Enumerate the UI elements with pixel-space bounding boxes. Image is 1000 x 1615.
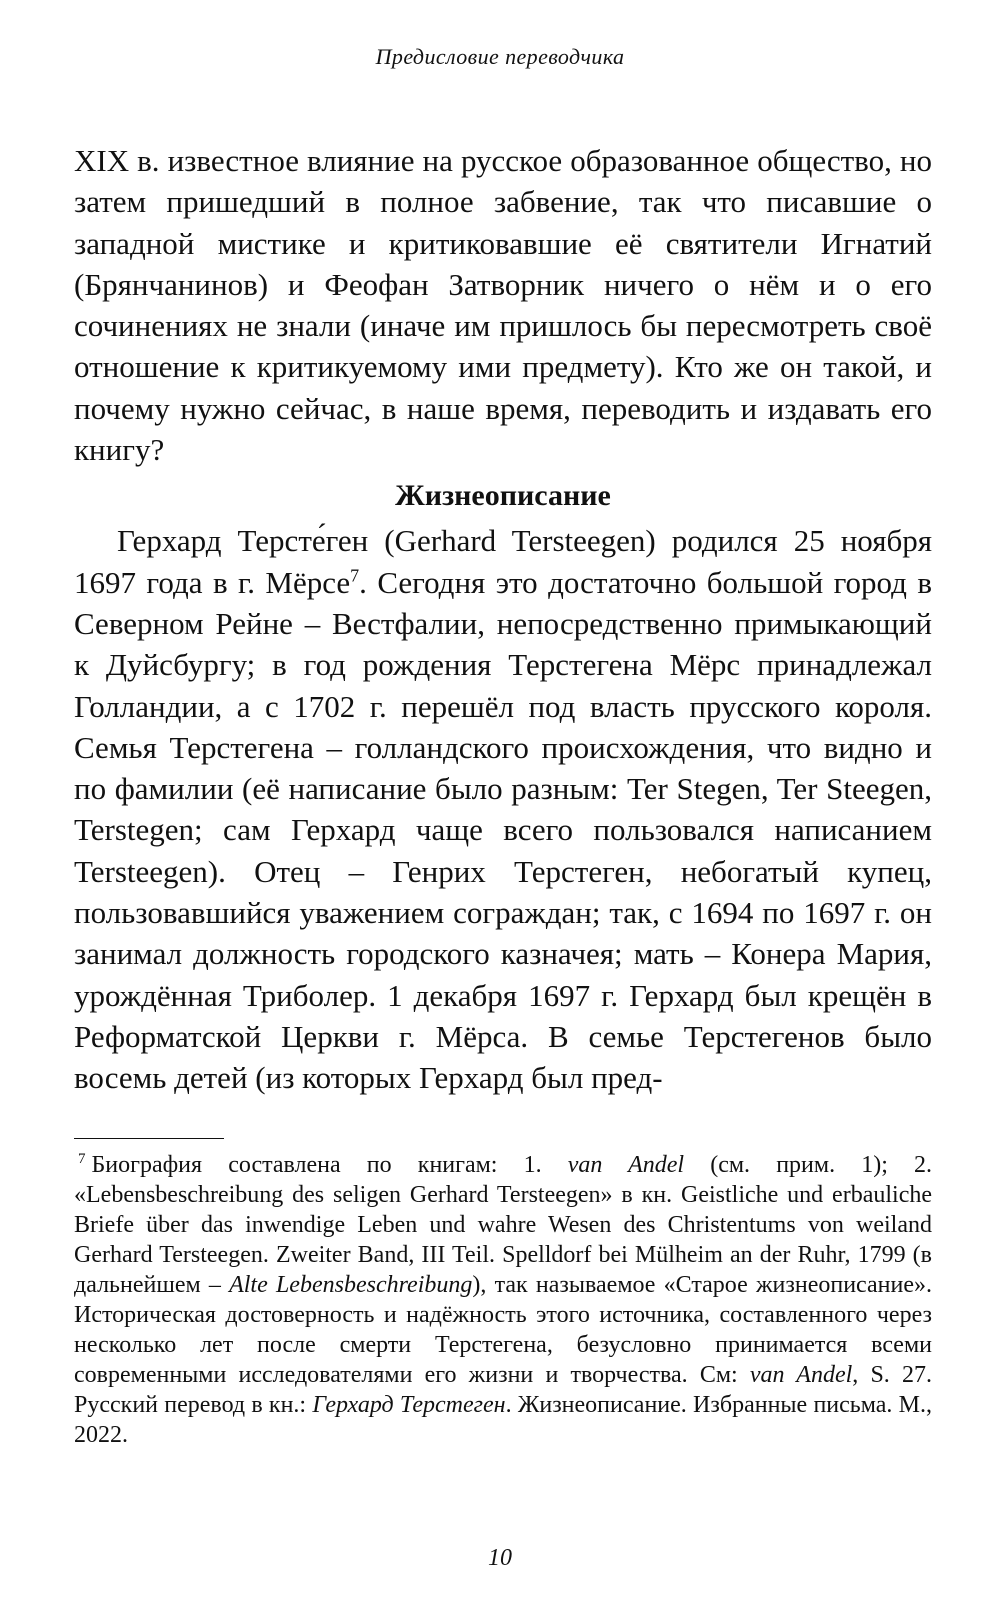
running-head: Предисловие переводчика [375, 44, 625, 69]
footnote-text: ), так называемое «Старое жизнеописание». Историческая достоверность и надёжность этого источника, составленного через несколько лет после смерти Терстегена, безусловно принимается всеми современными исследователями его жизни и творчества. См: [74, 1272, 932, 1388]
footnotes [74, 1150, 932, 1450]
footnote-italic: van Andel [567, 1152, 685, 1178]
footnote-text: (см. прим. 1); 2. «Lebensbeschreibung des seligen Gerhard Tersteegen» в кн. Geistliche und erbauliche Briefe über das inwendige Leben und wahre Wesen des Christentums von weiland Gerhard Tersteegen. Zweiter Band, III Teil. Spelldorf bei Mülheim an der Ruhr, 1799 (в дальнейшем – [74, 1152, 932, 1298]
page-number: 10 [488, 1545, 512, 1571]
footnote-italic: van Andel [749, 1362, 853, 1388]
footnote-divider [74, 1138, 224, 1139]
main-text [74, 140, 932, 1099]
paragraph-biography [74, 520, 932, 1098]
footnote-text: Биография составлена по книгам: 1. [91, 1152, 568, 1178]
footnote-text: . Жизнеописание. Избранные письма. М., 2022. [74, 1392, 933, 1448]
footnote-reference: 7 [350, 565, 360, 586]
paragraph-continued: XIX в. известное влияние на русское образованное общество, но затем пришедший в полное забвение, так что писавшие о западной мистике и критиковавшие её святители Игнатий (Брянчанинов) и Феофан Затворник ничего о нём и о его сочинениях не знали (иначе им пришлось бы пересмотреть своё отношение к критикуемому ими предмету). Кто же он такой, и почему нужно сейчас, в наше время, переводить и издавать его книгу? [74, 143, 932, 468]
paragraph-text-part: Герхард Терсте́ген (Gerhard Tersteegen) родился 25 ноября 1697 года в г. Мёрсе [74, 523, 932, 600]
footnote-italic: Герхард Терстеген [312, 1392, 506, 1418]
footnote-italic: Alte Lebensbeschreibung [229, 1272, 473, 1298]
footnote-number: 7 [78, 1151, 86, 1167]
footnote-7 [74, 1150, 932, 1450]
footnote-text: , S. 27. Русский перевод в кн.: [74, 1362, 932, 1418]
paragraph-text-part: . Сегодня это достаточно большой город в Северном Рейне – Вестфалии, непосредственно примыкающий к Дуйсбургу; в год рождения Терстегена Мёрс принадлежал Голландии, а с 1702 г. перешёл под власть прусского короля. Семья Терстегена – голландского происхождения, что видно и по фамилии (её написание было разным: Ter Stegen, Ter Steegen, Terstegen; сам Герхард чаще всего пользовался написанием Tersteegen). Отец – Генрих Терстеген, небогатый купец, пользовавшийся уважением сограждан; так, с 1694 по 1697 г. он занимал должность городского казначея; мать – Конера Мария, урождённая Триболер. 1 декабря 1697 г. Герхард был крещён в Реформатской Церкви г. Мёрса. В семье Терстегенов было восемь детей (из которых Герхард был пред- [74, 564, 932, 1096]
section-heading: Жизнеописание [395, 479, 611, 513]
